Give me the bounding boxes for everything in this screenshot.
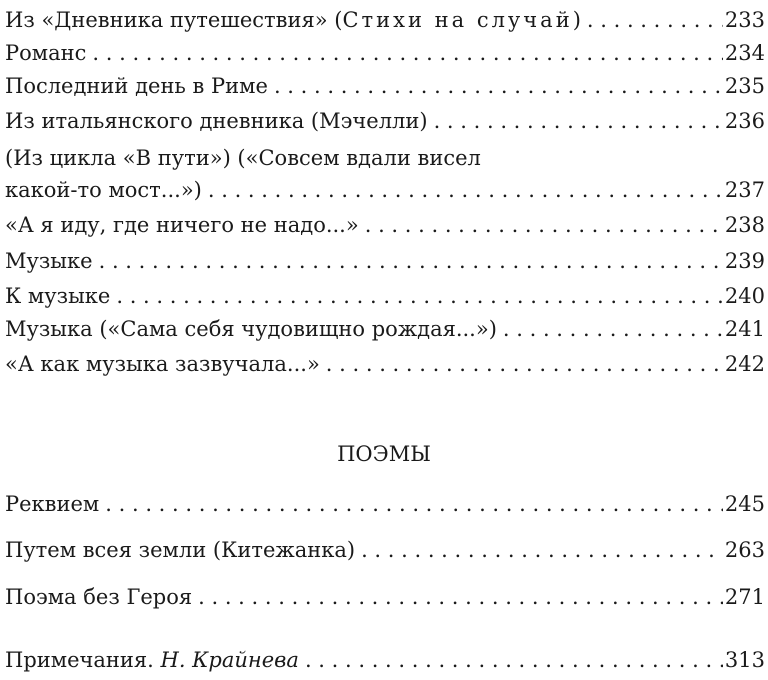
toc-entry[interactable]	[5, 108, 765, 134]
toc-entry-title-line1[interactable]: (Из цикла «В пути») («Совсем вдали висел	[5, 146, 481, 170]
toc-leader-dots	[99, 248, 723, 274]
toc-entry-author: Н. Крайнева	[160, 648, 299, 672]
toc-leader-dots	[434, 108, 723, 134]
toc-leader-dots	[105, 491, 723, 517]
toc-page-number: 239	[724, 249, 765, 273]
toc-leader-dots	[326, 351, 723, 377]
toc-entry-title: К музыке	[5, 284, 111, 308]
toc-entry[interactable]	[5, 491, 765, 517]
toc-page-number: 236	[724, 109, 765, 133]
toc-leader-dots	[274, 73, 723, 99]
toc-leader-dots	[116, 283, 723, 309]
toc-page-number: 240	[724, 284, 765, 308]
toc-leader-dots	[208, 177, 723, 203]
toc-page-number: 245	[724, 492, 765, 516]
section-heading: ПОЭМЫ	[337, 442, 431, 466]
toc-entry[interactable]	[5, 537, 765, 563]
toc-leader-dots	[361, 537, 723, 563]
toc-entry[interactable]	[5, 316, 765, 342]
toc-leader-dots	[587, 7, 723, 33]
toc-page-number: 234	[724, 41, 765, 65]
toc-leader-dots	[198, 584, 723, 610]
toc-page-number: 233	[724, 8, 765, 32]
toc-entry-title: Романс	[5, 41, 87, 65]
toc-entry-title: Музыке	[5, 249, 93, 273]
toc-page-number: 271	[724, 585, 765, 609]
toc-entry-title: Из итальянского дневника (Мэчелли)	[5, 109, 428, 133]
toc-entry-title: Из «Дневника путешествия» (Стихи на случай)	[5, 8, 581, 32]
toc-entry[interactable]	[5, 584, 765, 610]
toc-page-number: 235	[724, 74, 765, 98]
toc-entry-title: Поэма без Героя	[5, 585, 193, 609]
toc-entry[interactable]	[5, 73, 765, 99]
toc-entry[interactable]	[5, 177, 765, 203]
toc-entry-notes[interactable]	[5, 647, 765, 673]
toc-entry-title: какой-то мост...»)	[5, 178, 202, 202]
toc-leader-dots	[305, 647, 723, 673]
toc-entry[interactable]	[5, 248, 765, 274]
toc-entry-title: «А я иду, где ничего не надо...»	[5, 213, 359, 237]
toc-entry[interactable]	[5, 40, 765, 66]
toc-entry[interactable]	[5, 212, 765, 238]
toc-leader-dots	[365, 212, 723, 238]
toc-page-number: 237	[724, 178, 765, 202]
toc-entry-title: Последний день в Риме	[5, 74, 268, 98]
toc-entry[interactable]	[5, 283, 765, 309]
toc-entry[interactable]	[5, 351, 765, 377]
toc-entry-title: «А как музыка зазвучала...»	[5, 352, 320, 376]
toc-entry-title: Музыка («Сама себя чудовищно рождая...»)	[5, 317, 497, 341]
toc-leader-dots	[503, 316, 723, 342]
toc-page-number: 241	[724, 317, 765, 341]
toc-entry-title: Путем всея земли (Китежанка)	[5, 538, 356, 562]
toc-page-number: 313	[724, 648, 765, 672]
toc-page-number: 263	[724, 538, 765, 562]
toc-entry[interactable]	[5, 7, 765, 33]
toc-entry-title: Реквием	[5, 492, 100, 516]
toc-entry-title: Примечания. Н. Крайнева	[5, 648, 299, 672]
toc-leader-dots	[92, 40, 723, 66]
toc-page-number: 242	[724, 352, 765, 376]
toc-page-number: 238	[724, 213, 765, 237]
